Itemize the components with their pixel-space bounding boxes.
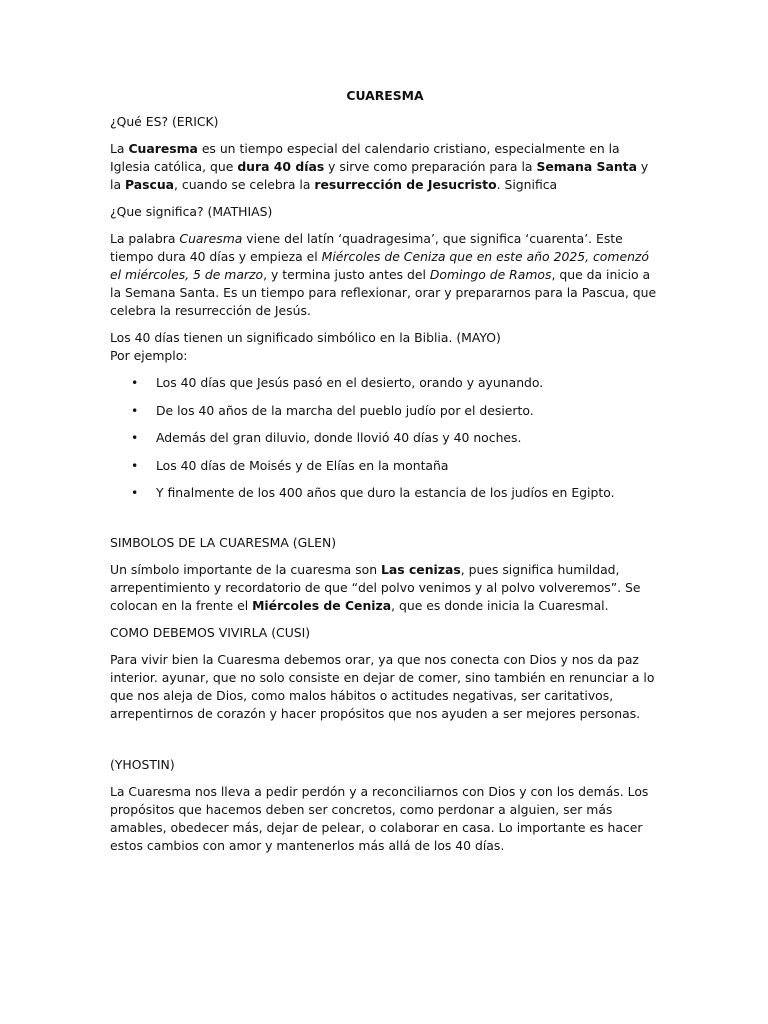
list-item: • Y finalmente de los 400 años que duro la estancia de los judíos en Egipto. bbox=[110, 484, 660, 502]
paragraph-conclusion: La Cuaresma nos lleva a pedir perdón y a reconciliarnos con Dios y con los demás. Los propósitos que hacemos deben ser concretos, como perdonar a alguien, ser más amables, obedecer más, dejar de pelear, o colaborar en casa. Lo importante es hacer estos cambios con amor y mantenerlos más allá de los 40 días. bbox=[110, 783, 649, 853]
document-page bbox=[110, 87, 660, 864]
list-item: • Los 40 días de Moisés y de Elías en la montaña bbox=[110, 457, 660, 475]
list-item: • De los 40 años de la marcha del pueblo judío por el desierto. bbox=[110, 402, 660, 420]
question-meaning: ¿Que significa? (MATHIAS) bbox=[110, 204, 273, 219]
heading-symbols: SIMBOLOS DE LA CUARESMA (GLEN) bbox=[110, 534, 337, 550]
heading-yhostin: (YHOSTIN) bbox=[110, 756, 175, 772]
paragraph-how-to-live: Para vivir bien la Cuaresma debemos orar, ya que nos conecta con Dios y nos da paz interior. ayunar, que no solo consiste en dejar de comer, sino también en renunciar a lo que nos aleja de Dios, como malos hábitos o actitudes negativas, ser caritativos, arrepentirnos de corazón y hacer propósitos que nos ayuden a ser mejores personas. bbox=[110, 651, 655, 721]
symbolic-line: Los 40 días tienen un significado simbólico en la Biblia. (MAYO) bbox=[110, 330, 501, 345]
question-what-is: ¿Qué ES? (ERICK) bbox=[110, 114, 219, 129]
examples-list bbox=[110, 374, 660, 502]
paragraph-symbolic bbox=[110, 329, 660, 365]
list-item: • Además del gran diluvio, donde llovió 40 días y 40 noches. bbox=[110, 429, 660, 447]
paragraph-definition: La Cuaresma es un tiempo especial del calendario cristiano, especialmente en la Iglesia católica, que dura 40 días y sirve como preparación para la Semana Santa y la Pascua, cuando se celebra la resurrección de Jesucristo. Significa bbox=[110, 141, 649, 192]
paragraph-meaning: La palabra Cuaresma viene del latín ‘quadragesima’, que significa ‘cuarenta’. Este tiempo dura 40 días y empieza el Miércoles de Ceniza que en este año 2025, comenzó el miércoles, 5 de marzo, y termina justo antes del Domingo de Ramos, que da inicio a la Semana Santa. Es un tiempo para reflexionar, orar y prepararnos para la Pascua, que celebra la resurrección de Jesús. bbox=[110, 231, 657, 318]
document-title: CUARESMA bbox=[346, 88, 424, 103]
paragraph-symbols: Un símbolo importante de la cuaresma son Las cenizas, pues significa humildad, arrepentimiento y recordatorio de que “del polvo venimos y al polvo volveremos”. Se colocan en la frente el Miércoles de Ceniza, que es donde inicia la Cuaresmal. bbox=[110, 561, 641, 613]
example-intro: Por ejemplo: bbox=[110, 348, 188, 363]
list-item: • Los 40 días que Jesús pasó en el desierto, orando y ayunando. bbox=[110, 374, 660, 392]
heading-how-to-live: COMO DEBEMOS VIVIRLA (CUSI) bbox=[110, 624, 311, 640]
